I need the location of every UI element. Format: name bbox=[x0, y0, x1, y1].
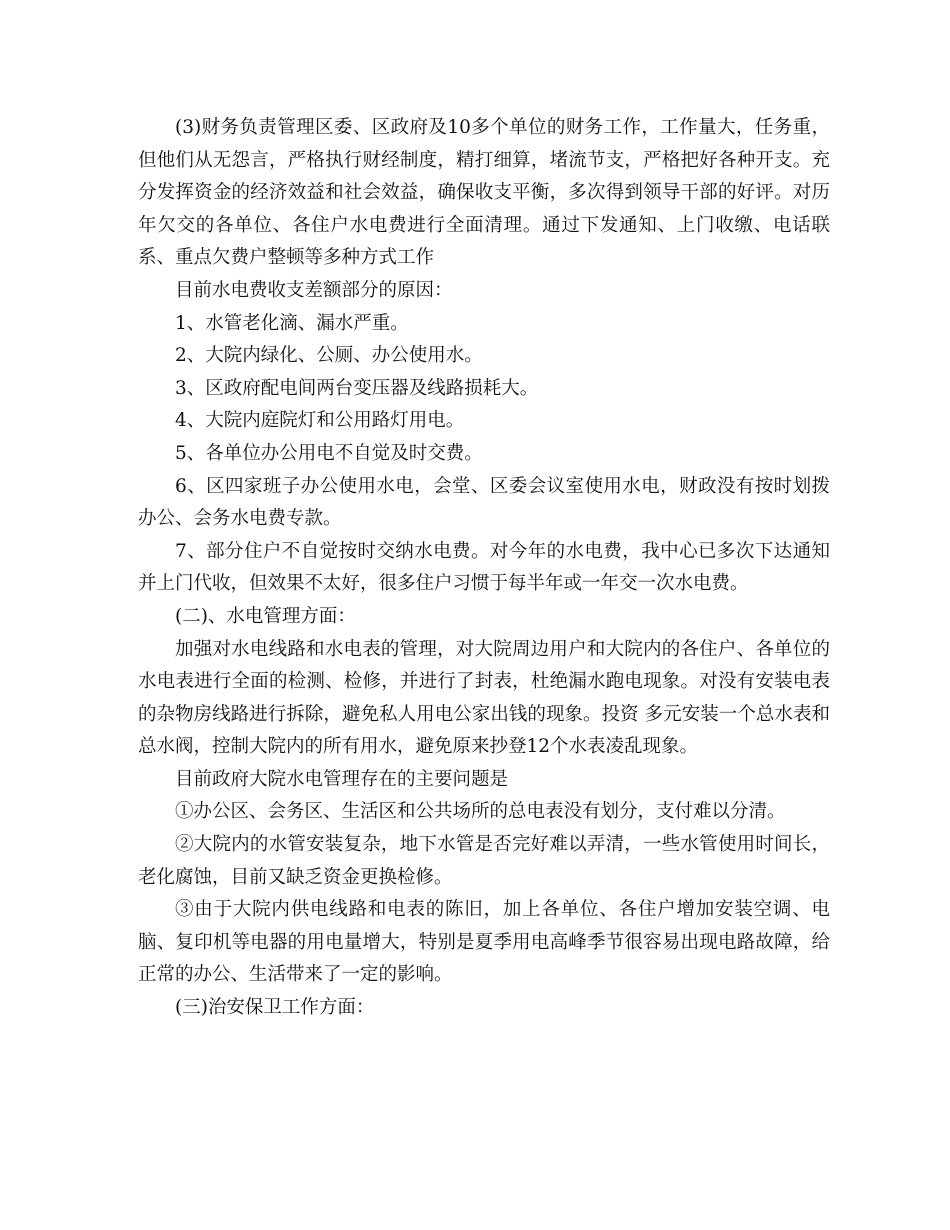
list-item-reason-5: 5、各单位办公用电不自觉及时交费。 bbox=[175, 442, 483, 464]
section-heading-security: (三)治安保卫工作方面： bbox=[175, 997, 375, 1019]
paragraph-utilities-management: 加强对水电线路和水电表的管理，对大院周边用户和大院内的各住户、各单位的水电表进行全面的检测、检修，并进行了封表，杜绝漏水跑电现象。对没有安装电表的杂物房线路进行拆除，避免私人用电公家出钱的现象。投资 多元安装一个总水表和总水阀，控制大院内的所有用水，避免原来抄登12个水表凌乱现象。 bbox=[138, 638, 830, 758]
list-item-reason-6: 6、区四家班子办公使用水电，会堂、区委会议室使用水电，财政没有按时划拨办公、会务水电费专款。 bbox=[138, 475, 830, 530]
list-item-problem-2: ②大院内的水管安装复杂，地下水管是否完好难以弄清，一些水管使用时间长，老化腐蚀，目前又缺乏资金更换检修。 bbox=[138, 834, 830, 888]
list-item-reason-3: 3、区政府配电间两台变压器及线路损耗大。 bbox=[175, 377, 539, 399]
list-item-reason-1: 1、水管老化滴、漏水严重。 bbox=[175, 312, 409, 334]
paragraph-deficit-reasons-heading: 目前水电费收支差额部分的原因： bbox=[175, 279, 453, 301]
list-item-problem-3: ③由于大院内供电线路和电表的陈旧，加上各单位、各住户增加安装空调、电脑、复印机等电器的用电量增大，特别是夏季用电高峰季节很容易出现电路故障，给正常的办公、生活带来了一定的影响。 bbox=[138, 899, 830, 986]
list-item-problem-1: ①办公区、会务区、生活区和公共场所的总电表没有划分，支付难以分清。 bbox=[175, 801, 786, 823]
paragraph-main-problems-heading: 目前政府大院水电管理存在的主要问题是 bbox=[175, 768, 509, 790]
paragraph-finance: (3)财务负责管理区委、区政府及10多个单位的财务工作，工作量大，任务重，但他们从无怨言，严格执行财经制度，精打细算，堵流节支，严格把好各种开支。充分发挥资金的经济效益和社会效益，确保收支平衡，多次得到领导干部的好评。对历年欠交的各单位、各住户水电费进行全面清理。通过下发通知、上门收缴、电话联系、重点欠费户整顿等多种方式工作 bbox=[138, 117, 830, 269]
list-item-reason-4: 4、大院内庭院灯和公用路灯用电。 bbox=[175, 410, 465, 432]
section-heading-utilities: (二)、水电管理方面： bbox=[175, 605, 356, 627]
list-item-reason-7: 7、部分住户不自觉按时交纳水电费。对今年的水电费，我中心已多次下达通知并上门代收，但效果不太好，很多住户习惯于每半年或一年交一次水电费。 bbox=[138, 540, 830, 595]
list-item-reason-2: 2、大院内绿化、公厕、办公使用水。 bbox=[175, 345, 483, 367]
document-page bbox=[138, 112, 830, 1025]
